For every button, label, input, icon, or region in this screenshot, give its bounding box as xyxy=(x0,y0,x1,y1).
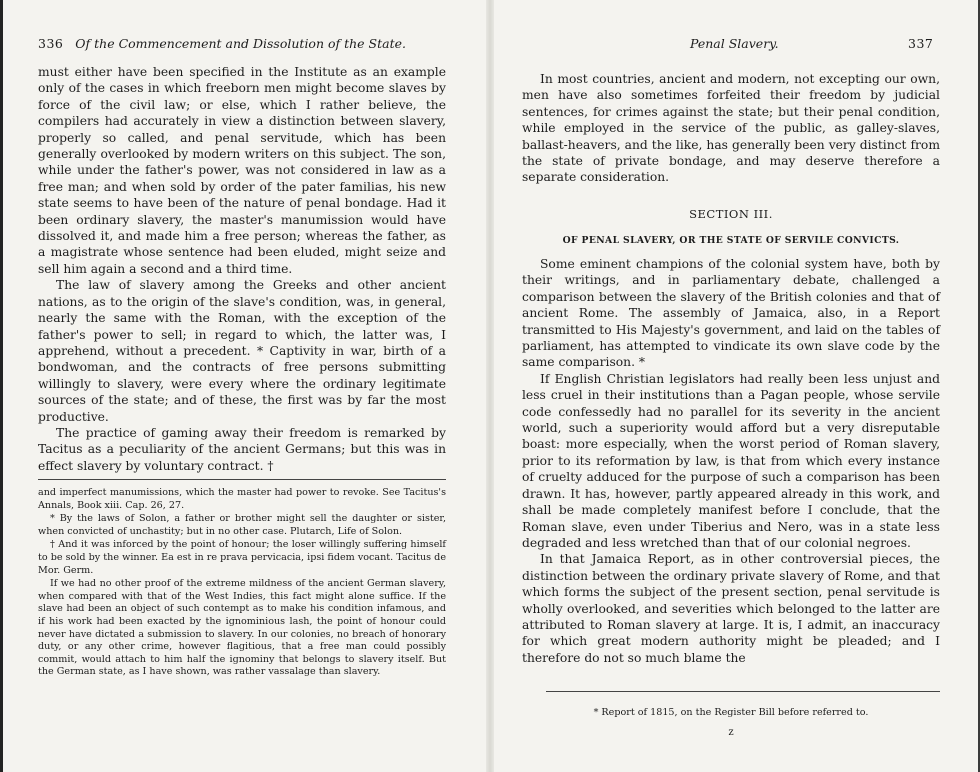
left-paragraph-1: must either have been specified in the Institute as an example only of the cases in which freeborn men might become slaves by force of the civil law; or else, which I rather believe, the compilers had accurately in view a distinction between slavery, properly so called, and penal servitude, which has been generally overlooked by modern writers on this subject. The son, while under the father's power, was not considered in law as a free man; and when sold by order of the pater familias, his new state seems to have been of the nature of penal bondage. Had it been ordinary slavery, the master's manumission would have dissolved it, and made him a free person; whereas the father, as a magistrate whose sentence had been eluded, might seize and sell him again a second and a third time. xyxy=(38,65,446,276)
left-footnotes xyxy=(38,487,446,680)
right-footnotes xyxy=(522,707,940,721)
right-running-title: Penal Slavery. xyxy=(690,36,779,51)
left-page-header xyxy=(38,36,406,51)
page-edge-left xyxy=(0,0,3,772)
right-paragraph-2: If English Christian legislators had really been less unjust and less cruel in their institutions than a Pagan people, whose servile code confessedly had no parallel for its severity in the ancient world, such a superiority would afford but a very disreputable boast: more especially, when the worst period of Roman slavery, prior to its reformation by law, is that from which every instance of cruelty adduced for the purpose of such a comparison has been drawn. It has, however, partly appeared already in this work, and shall be made completely manifest before I conclude, that the Roman slave, even under Tiberius and Nero, was in a state less degraded and less wretched than that of our colonial negroes. xyxy=(522,371,940,550)
left-footnote-rule xyxy=(38,479,446,480)
signature-mark: z xyxy=(728,727,734,738)
right-page-header xyxy=(690,36,779,51)
left-footnote-continued: and imperfect manumissions, which the master had power to revoke. See Tacitus's Annals, Book xiii. Cap. 26, 27. xyxy=(38,487,446,511)
book-gutter xyxy=(486,0,494,772)
left-paragraph-3: The practice of gaming away their freedom is remarked by Tacitus as a peculiarity of the ancient Germans; but this was in effect slavery by voluntary contract. † xyxy=(38,425,446,473)
right-intro-paragraph: In most countries, ancient and modern, not excepting our own, men have also sometimes forfeited their freedom by judicial sentences, for crimes against the state; but their penal condition, while employed in the service of the public, as galley-slaves, ballast-heavers, and the like, has generally been very distinct from the state of private bondage, and may deserve therefore a separate consideration. xyxy=(522,72,940,185)
right-paragraph-1: Some eminent champions of the colonial system have, both by their writings, and in parliamentary debate, challenged a comparison between the slavery of the British colonies and that of ancient Rome. The assembly of Jamaica, also, in a Report transmitted to His Majesty's government, and laid on the tables of parliament, has attempted to vindicate its own slave code by the same comparison. * xyxy=(522,257,940,370)
left-running-title: Of the Commencement and Dissolution of the State. xyxy=(75,36,406,51)
section-heading: SECTION III. xyxy=(689,207,773,221)
left-page-body xyxy=(38,64,446,474)
right-paragraph-3: In that Jamaica Report, as in other controversial pieces, the distinction between the ordinary private slavery of Rome, and that which forms the subject of the present section, penal servitude is wholly overlooked, and severities which belonged to the latter are attributed to Roman slavery at large. It is, I admit, an inaccuracy for which great modern authority might be pleaded; and I therefore do not so much blame the xyxy=(522,552,940,665)
right-intro xyxy=(522,71,940,186)
left-footnote-star: * By the laws of Solon, a father or brother might sell the daughter or sister, when convicted of unchastity; but in no other case. Plutarch, Life of Solon. xyxy=(38,513,446,537)
right-page-body xyxy=(522,256,940,666)
right-page-number: 337 xyxy=(908,36,934,51)
left-page-number: 336 xyxy=(38,36,64,51)
left-paragraph-2: The law of slavery among the Greeks and other ancient nations, as to the origin of the slave's condition, was, in general, nearly the same with the Roman, with the exception of the father's power to sell; in regard to which, the latter was, I apprehend, without a precedent. * Captivity in war, birth of a bondwoman, and the contracts of free persons submitting willingly to slavery, were every where the ordinary legitimate sources of the state; and of these, the first was by far the most productive. xyxy=(38,278,446,424)
left-footnote-dagger: † And it was inforced by the point of honour; the loser willingly suffering himself to be sold by the winner. Ea est in re prava pervicacia, ipsi fidem vocant. Tacitus de Mor. Germ. xyxy=(38,539,446,576)
right-footnote-star: * Report of 1815, on the Register Bill before referred to. xyxy=(593,707,869,718)
right-page-number-wrap xyxy=(908,36,933,51)
left-footnote-german-slavery: If we had no other proof of the extreme mildness of the ancient German slavery, when compared with that of the West Indies, this fact might alone suffice. If the slave had been an object of such contempt as to make his condition infamous, and if his work had been exacted by the ignominious lash, the point of honour could never have dictated a submission to slavery. In our colonies, no breach of honorary duty, or any other crime, however flagitious, that a free man could possibly commit, would attach to him half the ignominy that belongs to slavery itself. But the German state, as I have shown, was rather vassalage than slavery. xyxy=(38,578,446,678)
right-footnote-rule xyxy=(546,691,940,692)
section-subheading: OF PENAL SLAVERY, OR THE STATE OF SERVILE CONVICTS. xyxy=(562,235,900,246)
